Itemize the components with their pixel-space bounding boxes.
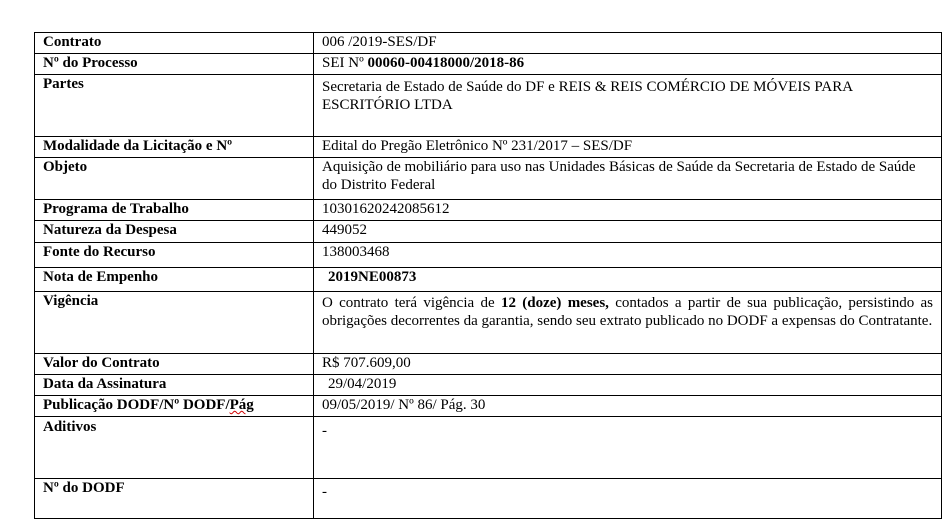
fonte-label: Fonte do Recurso: [35, 243, 314, 268]
partes-value: Secretaria de Estado de Saúde do DF e REIS & REIS COMÉRCIO DE MÓVEIS PARA ESCRITÓRIO LTDA: [314, 75, 942, 137]
vigencia-text-after: contados a partir de sua publicação, persistindo as obrigações decorrentes da garantia, sendo seu extrato publicado no DODF a expensas do Contratante.: [322, 295, 934, 329]
aditivos-value: -: [314, 417, 942, 479]
vigencia-text-before: O contrato terá vigência de: [322, 295, 501, 311]
valor-value: R$ 707.609,00: [314, 354, 942, 375]
row-objeto: [35, 158, 942, 200]
dodf-value: -: [314, 479, 942, 519]
row-partes: [35, 75, 942, 137]
modalidade-label: Modalidade da Licitação e Nº: [35, 137, 314, 158]
assinatura-value: 29/04/2019: [314, 375, 942, 396]
processo-prefix: SEI Nº: [322, 55, 368, 71]
publicacao-value: 09/05/2019/ Nº 86/ Pág. 30: [314, 396, 942, 417]
natureza-value: 449052: [314, 221, 942, 243]
processo-number: 00060-00418000/2018-86: [367, 55, 525, 71]
modalidade-value: Edital do Pregão Eletrônico Nº 231/2017 – SES/DF: [314, 137, 942, 158]
publicacao-label-pag: Pág: [229, 397, 254, 413]
row-modalidade: [35, 137, 942, 158]
processo-label: Nº do Processo: [35, 54, 314, 75]
contract-summary-table: [34, 32, 942, 519]
row-contrato: [35, 33, 942, 54]
partes-label: Partes: [35, 75, 314, 137]
programa-value: 10301620242085612: [314, 200, 942, 221]
empenho-label: Nota de Empenho: [35, 268, 314, 292]
processo-value-cell: [314, 54, 942, 75]
row-natureza: [35, 221, 942, 243]
row-empenho: [35, 268, 942, 292]
vigencia-duration: 12 (doze) meses,: [500, 295, 609, 311]
objeto-label: Objeto: [35, 158, 314, 200]
publicacao-label-cell: [35, 396, 314, 417]
empenho-value: 2019NE00873: [314, 268, 942, 292]
fonte-value: 138003468: [314, 243, 942, 268]
objeto-value: Aquisição de mobiliário para uso nas Unidades Básicas de Saúde da Secretaria de Estado de Saúde do Distrito Federal: [314, 158, 942, 200]
row-aditivos: [35, 417, 942, 479]
programa-label: Programa de Trabalho: [35, 200, 314, 221]
row-publicacao: [35, 396, 942, 417]
row-programa: [35, 200, 942, 221]
publicacao-label: Publicação DODF/Nº DODF/: [43, 397, 230, 413]
vigencia-label: Vigência: [35, 292, 314, 354]
natureza-label: Natureza da Despesa: [35, 221, 314, 243]
row-valor: [35, 354, 942, 375]
valor-label: Valor do Contrato: [35, 354, 314, 375]
row-assinatura: [35, 375, 942, 396]
contrato-value: 006 /2019-SES/DF: [314, 33, 942, 54]
dodf-label: Nº do DODF: [35, 479, 314, 519]
row-vigencia: [35, 292, 942, 354]
row-fonte: [35, 243, 942, 268]
contrato-label: Contrato: [35, 33, 314, 54]
assinatura-label: Data da Assinatura: [35, 375, 314, 396]
row-dodf: [35, 479, 942, 519]
row-processo: [35, 54, 942, 75]
vigencia-value-cell: [314, 292, 942, 354]
aditivos-label: Aditivos: [35, 417, 314, 479]
